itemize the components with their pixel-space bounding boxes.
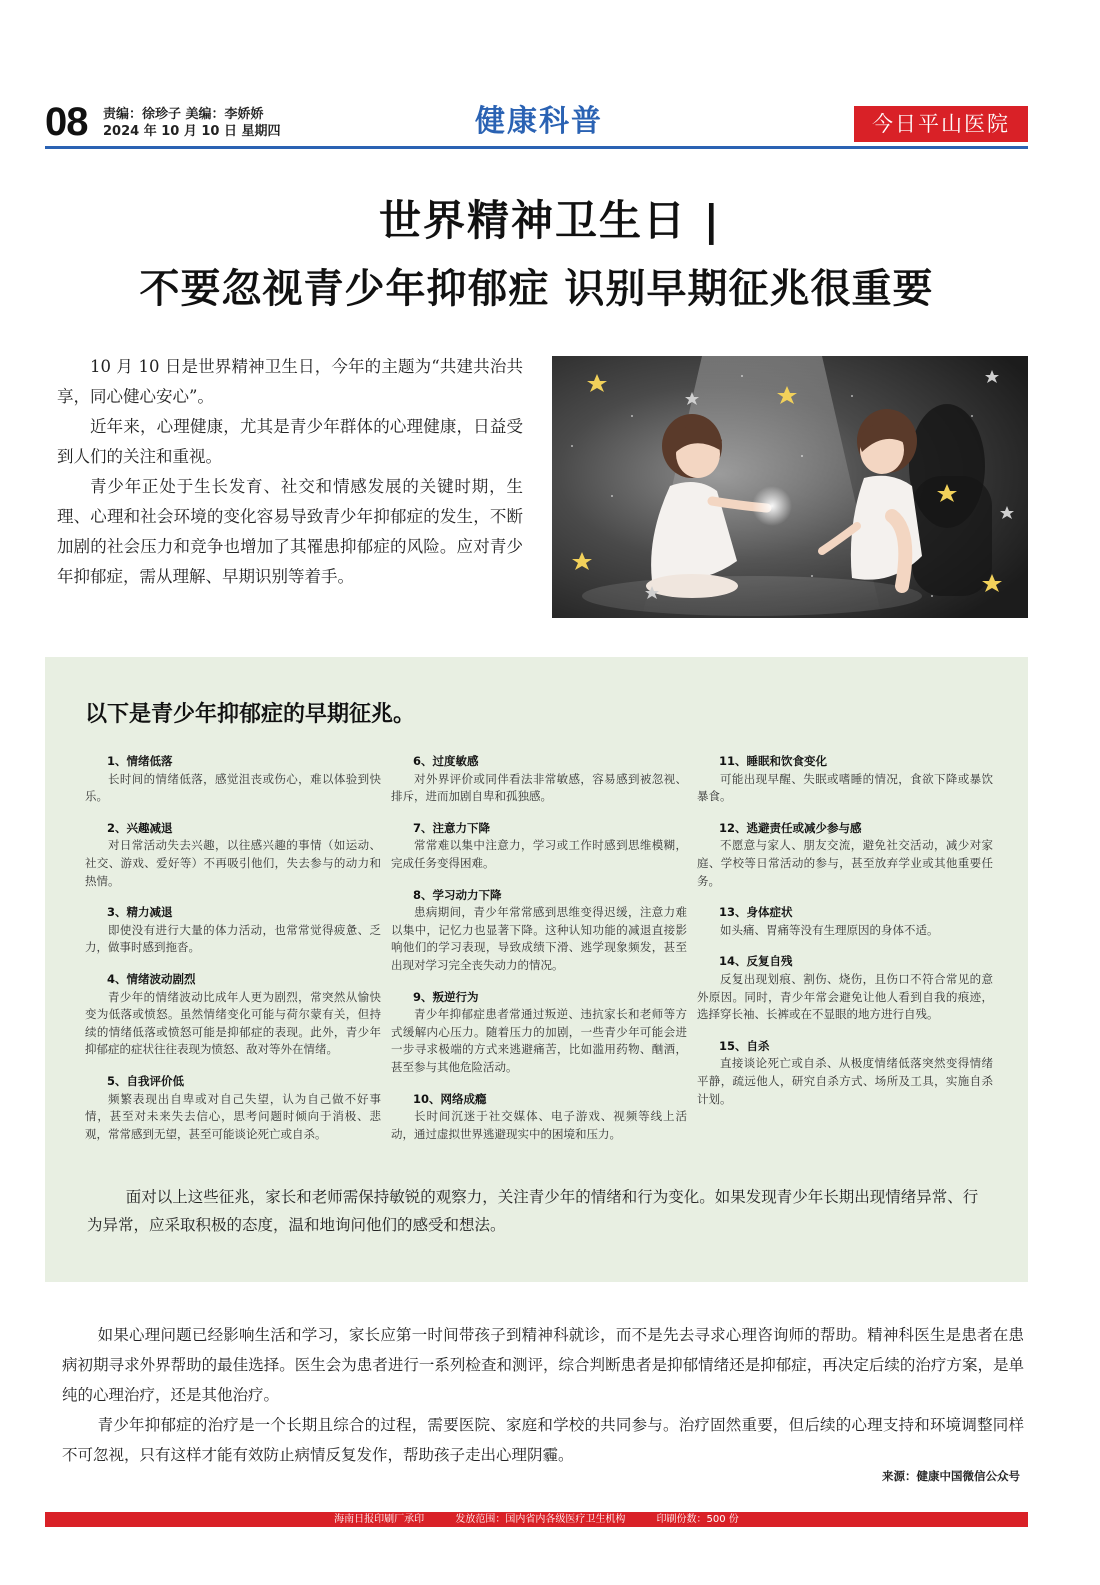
page-header (45, 100, 1028, 148)
sign-text: 反复出现划痕、割伤、烧伤，且伤口不符合常见的意外原因。同时，青少年常会避免让他人看到自我的痕迹，选择穿长袖、长裤或在不显眼的地方进行自残。 (697, 971, 993, 1022)
intro-paragraph: 10 月 10 日是世界精神卫生日，今年的主题为“共建共治共享，同心健心安心”。 (57, 357, 523, 406)
sign-item (85, 820, 381, 890)
sign-item (85, 753, 381, 806)
sign-text: 可能出现早醒、失眠或嗜睡的情况，食欲下降或暴饮暴食。 (697, 771, 993, 804)
intro-paragraph: 青少年正处于生长发育、社交和情感发展的关键时期，生理、心理和社会环境的变化容易导致青少年抑郁症的发生，不断加剧的社会压力和竞争也增加了其罹患抑郁症的风险。应对青少年抑郁症，需从理解、早期识别等着手。 (57, 477, 523, 586)
panel-summary: 面对以上这些征兆，家长和老师需保持敏锐的观察力，关注青少年的情绪和行为变化。如果发现青少年长期出现情绪异常、行为异常，应采取积极的态度，温和地询问他们的感受和想法。 (87, 1188, 979, 1234)
intro-paragraph: 近年来，心理健康，尤其是青少年群体的心理健康，日益受到人们的关注和重视。 (57, 417, 523, 466)
sign-title: 1、情绪低落 (107, 754, 173, 768)
footer-copies: 印刷份数：500 份 (656, 1514, 739, 1525)
sign-text: 对日常活动失去兴趣，以往感兴趣的事情（如运动、社交、游戏、爱好等）不再吸引他们，失去参与的动力和热情。 (85, 838, 381, 888)
sign-text: 不愿意与家人、朋友交流，避免社交活动，减少对家庭、学校等日常活动的参与，甚至放弃学业或其他重要任务。 (697, 838, 993, 888)
sign-item (85, 971, 381, 1059)
sign-item (85, 1073, 381, 1143)
source-credit: 来源：健康中国微信公众号 (882, 1469, 1020, 1483)
sign-title: 11、睡眠和饮食变化 (719, 754, 828, 768)
section-title: 健康科普 (475, 104, 603, 139)
early-signs-panel (45, 657, 1028, 1282)
sign-item (391, 820, 687, 873)
sign-title: 6、过度敏感 (413, 754, 479, 768)
footer-distribution: 发放范围：国内省内各级医疗卫生机构 (455, 1514, 626, 1525)
sign-text: 常常难以集中注意力，学习或工作时感到思维模糊，完成任务变得困难。 (391, 838, 687, 870)
sign-text: 直接谈论死亡或自杀、从极度情绪低落突然变得情绪平静，疏远他人，研究自杀方式、场所及工具，实施自杀计划。 (697, 1056, 993, 1106)
sign-text: 患病期间，青少年常常感到思维变得迟缓，注意力难以集中，记忆力也显著下降。这种认知功能的减退直接影响他们的学习表现，导致成绩下滑、逃学现象频发，甚至出现对学习完全丧失动力的情况。 (391, 905, 687, 972)
sign-item (391, 989, 687, 1077)
signs-column-1 (85, 753, 381, 1157)
panel-heading: 以下是青少年抑郁症的早期征兆。 (85, 702, 416, 727)
sign-title: 12、逃避责任或减少参与感 (719, 820, 862, 835)
footer-printer: 海南日报印刷厂承印 (334, 1514, 425, 1525)
sign-item (697, 953, 993, 1023)
sign-text: 青少年抑郁症患者常通过叛逆、违抗家长和老师等方式缓解内心压力。随着压力的加剧，一些青少年可能会进一步寻求极端的方式来逃避痛苦，比如滥用药物、酗酒，甚至参与其他危险活动。 (391, 1007, 687, 1074)
sign-item (697, 904, 993, 939)
sign-item (697, 1038, 993, 1108)
date-line: 2024 年 10 月 10 日 星期四 (103, 124, 281, 139)
editor-info (103, 106, 281, 140)
illustration-svg (552, 356, 1028, 618)
sign-title: 13、身体症状 (719, 905, 793, 920)
page-number: 08 (45, 100, 88, 144)
sign-title: 2、兴趣减退 (107, 820, 173, 835)
sign-text: 青少年的情绪波动比成年人更为剧烈，常突然从愉快变为低落或愤怒。虽然情绪变化可能与荷尔蒙有关，但持续的情绪低落或愤怒可能是抑郁症的表现。此外，青少年抑郁症的症状往往表现为愤怒、敌对等外在情绪。 (85, 989, 381, 1057)
header-rule (45, 146, 1028, 149)
sign-text: 长时间沉迷于社交媒体、电子游戏、视频等线上活动，通过虚拟世界逃避现实中的困境和压力。 (391, 1109, 687, 1141)
sign-title: 3、精力减退 (107, 905, 173, 920)
signs-column-2 (391, 753, 687, 1157)
illustration-two-girls (552, 356, 1028, 618)
sign-title: 7、注意力下降 (413, 820, 491, 835)
sign-item (391, 753, 687, 806)
sign-item (391, 887, 687, 975)
sign-title: 15、自杀 (719, 1038, 770, 1053)
closing-paragraph: 青少年抑郁症的治疗是一个长期且综合的过程，需要医院、家庭和学校的共同参与。治疗固然重要，但后续的心理支持和环境调整同样不可忽视，只有这样才能有效防止病情反复发作，帮助孩子走出心理阴霾。 (62, 1416, 1024, 1464)
sign-text: 即使没有进行大量的体力活动，也常常觉得疲惫、乏力，做事时感到拖沓。 (85, 922, 381, 955)
sign-item (697, 753, 993, 806)
sign-text: 如头痛、胃痛等没有生理原因的身体不适。 (720, 922, 939, 937)
footer-bar (45, 1512, 1028, 1527)
sign-item (85, 904, 381, 957)
publication-badge: 今日平山医院 (854, 106, 1028, 142)
sign-text: 长时间的情绪低落，感觉沮丧或伤心，难以体验到快乐。 (85, 771, 381, 804)
sign-text: 对外界评价或同伴看法非常敏感，容易感到被忽视、排斥，进而加剧自卑和孤独感。 (391, 771, 687, 804)
closing-text (62, 1320, 1024, 1470)
sign-title: 14、反复自残 (719, 954, 793, 969)
signs-column-3 (697, 753, 993, 1122)
sign-item (391, 1091, 687, 1144)
sign-title: 10、网络成瘾 (413, 1091, 487, 1106)
sign-text: 频繁表现出自卑或对自己失望，认为自己做不好事情，甚至对未来失去信心，思考问题时倾向于消极、悲观，常常感到无望，甚至可能谈论死亡或自杀。 (85, 1091, 381, 1141)
sign-title: 9、叛逆行为 (413, 989, 479, 1004)
sign-title: 5、自我评价低 (107, 1073, 185, 1088)
intro-text (57, 352, 523, 592)
sign-title: 4、情绪波动剧烈 (107, 971, 196, 986)
headline-line-2: 不要忽视青少年抑郁症 识别早期征兆很重要 (139, 266, 934, 312)
editors-line: 责编：徐珍子 美编：李娇娇 (103, 107, 264, 122)
headline-line-1: 世界精神卫生日 | (379, 196, 721, 245)
sign-item (697, 820, 993, 890)
sign-title: 8、学习动力下降 (413, 887, 502, 902)
closing-paragraph: 如果心理问题已经影响生活和学习，家长应第一时间带孩子到精神科就诊，而不是先去寻求心理咨询师的帮助。精神科医生是患者在患病初期寻求外界帮助的最佳选择。医生会为患者进行一系列检查和测评，综合判断患者是抑郁情绪还是抑郁症，再决定后续的治疗方案，是单纯的心理治疗，还是其他治疗。 (62, 1326, 1024, 1404)
